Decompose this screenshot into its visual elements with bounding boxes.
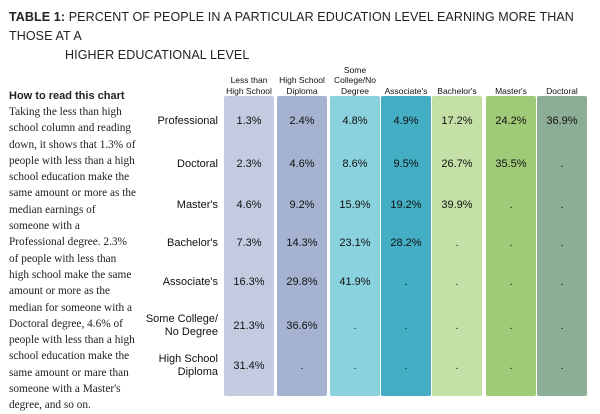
title-line-2: HIGHER EDUCATIONAL LEVEL	[65, 48, 250, 62]
table-cell: 14.3%	[286, 237, 318, 249]
table-cell: .	[404, 276, 408, 288]
table-cell: 39.9%	[441, 199, 473, 211]
table-cell: 9.2%	[289, 199, 315, 211]
table-cell: 26.7%	[441, 158, 473, 170]
how-to-read-heading: How to read this chart	[9, 90, 125, 102]
table-cell: .	[455, 237, 459, 249]
row-label: High School Diploma	[158, 353, 218, 378]
table-cell: 23.1%	[339, 237, 371, 249]
table-cell: .	[509, 360, 513, 372]
table-cell: 2.4%	[289, 115, 315, 127]
table-cell: 4.6%	[289, 158, 315, 170]
table-cell: 15.9%	[339, 199, 371, 211]
table-cell: 35.5%	[495, 158, 527, 170]
table-cell: .	[560, 158, 564, 170]
column-header: Doctoral	[546, 85, 578, 96]
table-cell: 36.9%	[546, 115, 578, 127]
table-cell: .	[509, 276, 513, 288]
column-header: Some College/No Degree	[333, 64, 377, 96]
table-cell: 17.2%	[441, 115, 473, 127]
row-label: Professional	[157, 114, 218, 127]
table-cell: 4.9%	[393, 115, 419, 127]
table-cell: .	[560, 199, 564, 211]
table-cell: 41.9%	[339, 276, 371, 288]
table-cell: 28.2%	[390, 237, 422, 249]
table-cell: .	[455, 360, 459, 372]
table-cell: .	[509, 199, 513, 211]
row-label: Associate's	[162, 275, 218, 288]
table-cell: .	[560, 237, 564, 249]
table-cell: .	[560, 360, 564, 372]
table-cell: 19.2%	[390, 199, 422, 211]
table-cell: 8.6%	[342, 158, 368, 170]
table-cell: 36.6%	[286, 320, 318, 332]
column-header: Associate's	[384, 85, 428, 96]
column-header: Master's	[495, 85, 527, 96]
table-cell: 4.6%	[236, 199, 262, 211]
row-label: Some College/ No Degree	[145, 313, 218, 338]
table-cell: 29.8%	[286, 276, 318, 288]
table-cell: .	[300, 360, 304, 372]
table-cell: .	[353, 320, 357, 332]
column-header: Less than High School	[226, 75, 272, 96]
table-cell: 7.3%	[236, 237, 262, 249]
table-cell: 16.3%	[233, 276, 265, 288]
column-header: Bachelor's	[437, 85, 477, 96]
title-lead: TABLE 1:	[9, 10, 66, 24]
table-cell: .	[509, 237, 513, 249]
table-cell: .	[509, 320, 513, 332]
table-cell: .	[404, 360, 408, 372]
title-text-1: PERCENT OF PEOPLE IN A PARTICULAR EDUCATION LEVEL EARNING MORE THAN THOSE AT A	[9, 10, 574, 43]
table-cell: 9.5%	[393, 158, 419, 170]
row-label: Doctoral	[177, 157, 218, 170]
table-cell: .	[455, 320, 459, 332]
table-cell: 2.3%	[236, 158, 262, 170]
table-cell: .	[560, 320, 564, 332]
row-label: Bachelor's	[166, 236, 218, 249]
column-header: High School Diploma	[279, 75, 325, 96]
how-to-read-panel	[9, 90, 137, 414]
table-cell: 1.3%	[236, 115, 262, 127]
table-cell: .	[404, 320, 408, 332]
table-cell: .	[560, 276, 564, 288]
table-cell: 21.3%	[233, 320, 265, 332]
how-to-read-body: Taking the less than high school column and reading down, it shows that 1.3% of people with less than a high school education make the same amount or more as the median earnings of someone with a Professional degree. 2.3% of people with less than high school make the same amount or more as the median for someone with a Doctoral degree, 4.6% of people with less than a high school education make the same amount or mare than someone with a Master's degree, and so on.	[9, 106, 137, 412]
table-cell: .	[455, 276, 459, 288]
table-title	[9, 8, 594, 65]
table-cell: 4.8%	[342, 115, 368, 127]
row-label: Master's	[176, 198, 218, 211]
title-line-1	[9, 8, 594, 46]
table-cell: 24.2%	[495, 115, 527, 127]
table-cell: 31.4%	[233, 360, 265, 372]
table-cell: .	[353, 360, 357, 372]
